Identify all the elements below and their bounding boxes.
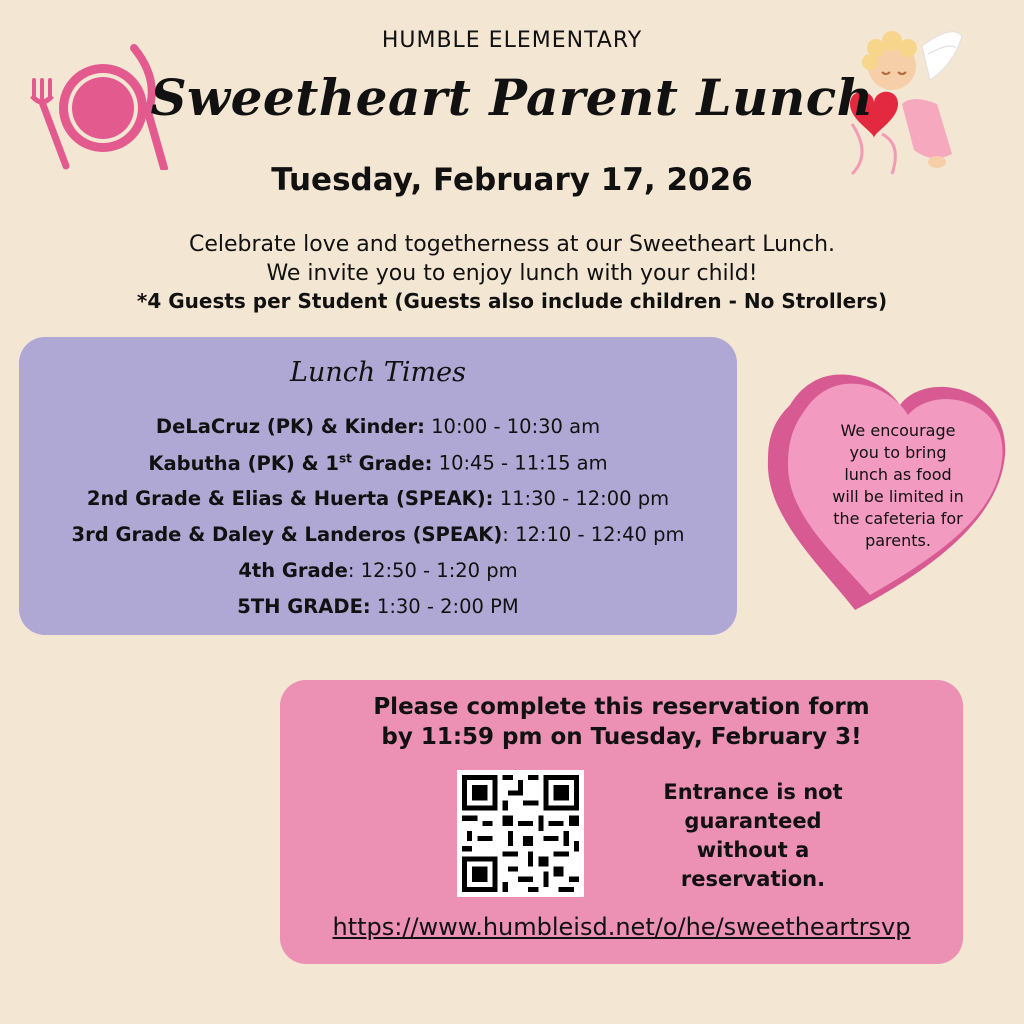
heart-note-line: you to bring [849, 443, 947, 462]
lunch-group: 4th Grade [238, 559, 348, 582]
lunch-row [19, 415, 737, 438]
event-date: Tuesday, February 17, 2026 [271, 162, 753, 198]
lunch-row: 3rd Grade & Daley & Landeros (SPEAK): 12:10 - 12:40 pm [71, 523, 685, 546]
lunch-group: Kabutha (PK) & 1st Grade: [148, 451, 433, 475]
rsvp-line-2: by 11:59 pm on Tuesday, February 3! [381, 724, 862, 750]
lunch-times-panel [19, 337, 737, 635]
rsvp-link[interactable]: https://www.humbleisd.net/o/he/sweetheartrsvp [332, 913, 911, 941]
entrance-line: Entrance is not [663, 780, 843, 804]
lunch-row [19, 595, 737, 618]
lunch-group: DeLaCruz (PK) & Kinder: [155, 415, 425, 438]
intro-line-2: We invite you to enjoy lunch with your child! [266, 261, 758, 286]
heart-note-line: lunch as food [844, 465, 952, 484]
rsvp-line-1: Please complete this reservation form [373, 694, 870, 720]
heart-note-line: parents. [865, 531, 931, 550]
lunch-time: 10:45 - 11:15 am [438, 451, 608, 475]
guest-policy: *4 Guests per Student (Guests also include children - No Strollers) [136, 289, 888, 313]
page-title: Sweetheart Parent Lunch [150, 68, 874, 127]
heart-note-line: We encourage [840, 421, 956, 440]
lunch-row [19, 451, 737, 475]
qr-code[interactable] [457, 770, 584, 897]
lunch-time: 12:10 - 12:40 pm [515, 523, 685, 546]
lunch-group: 2nd Grade & Elias & Huerta (SPEAK): [86, 487, 494, 510]
lunch-row [19, 487, 737, 510]
lunch-group: 3rd Grade & Daley & Landeros (SPEAK) [71, 523, 503, 546]
lunch-row: 4th Grade: 12:50 - 1:20 pm [238, 559, 518, 582]
entrance-line: without a [696, 838, 810, 862]
rsvp-panel [280, 680, 963, 964]
lunch-time: 12:50 - 1:20 pm [360, 559, 518, 582]
lunch-times-title: Lunch Times [290, 357, 466, 388]
school-name: HUMBLE ELEMENTARY [381, 28, 643, 53]
lunch-group: 5TH GRADE: [237, 595, 371, 618]
entrance-line: reservation. [680, 867, 826, 891]
lunch-time: 11:30 - 12:00 pm [499, 487, 670, 510]
intro-line-1: Celebrate love and togetherness at our Sweetheart Lunch. [188, 232, 836, 257]
lunch-time: 10:00 - 10:30 am [431, 415, 601, 438]
lunch-time: 1:30 - 2:00 PM [376, 595, 519, 618]
heart-note-line: will be limited in [832, 487, 964, 506]
entrance-line: guaranteed [684, 809, 822, 833]
heart-note-line: the cafeteria for [833, 509, 963, 528]
